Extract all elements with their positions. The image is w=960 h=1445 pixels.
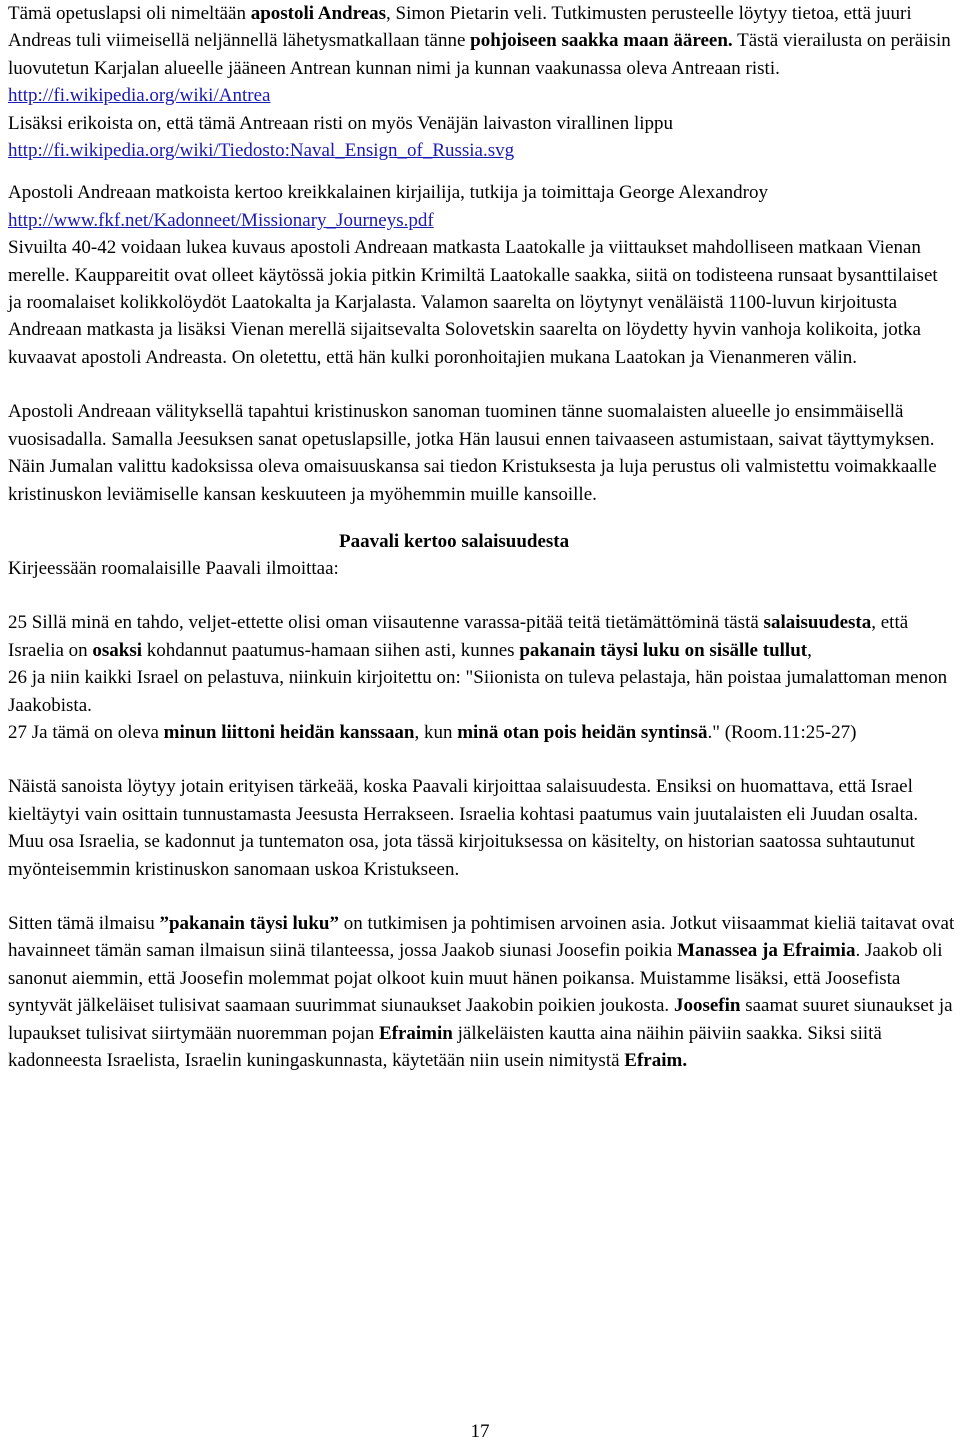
bold-run: minä otan pois heidän syntinsä	[457, 721, 708, 743]
text-run: , Simon Pietarin veli. Tutkimusten perusteelle löytyy tietoa, että juuri Andreas tuli viimeisellä neljännellä lähetysmatkallaan tänne	[8, 3, 912, 52]
text-run: kohdannut paatumus-hamaan siihen asti, kunnes	[142, 639, 520, 661]
bold-run: Manassea ja Efraimia	[677, 940, 856, 962]
paragraph-christianity: Apostoli Andreaan välityksellä tapahtui kristinuskon sanoman tuominen tänne suomalaisten alueelle jo ensimmäisellä vuosisadalla. Samalla Jeesuksen sanat opetuslapsille, jotka Hän lausui ennen taivaaseen astumistaan, saivat täyttymyksen. Näin Jumalan valittu kadoksissa oleva omaisuuskansa sai tiedon Kristuksesta ja luja perustus oli valmistettu voimakkaalle kristinuskon leviämiselle kansan keskuuteen ja myöhemmin muille kansoille.	[8, 401, 937, 505]
bold-run: apostoli Andreas	[250, 3, 387, 24]
bold-run: osaksi	[92, 639, 143, 661]
verse-27	[8, 719, 956, 746]
link-missionary-journeys-pdf[interactable]: http://www.fkf.net/Kadonneet/Missionary_Journeys.pdf	[8, 209, 434, 231]
text-run: 27 Ja tämä on oleva	[8, 721, 164, 743]
text-run: ,	[807, 639, 812, 661]
text-run: Sitten tämä ilmaisu	[8, 912, 160, 934]
bold-run: pohjoiseen saakka maan ääreen.	[470, 30, 733, 52]
bold-run: minun liittoni heidän kanssaan	[163, 721, 415, 743]
text-run: saamat suuret siunaukset ja lupaukset tulisivat siirtymään nuoremman pojan	[8, 995, 953, 1044]
paragraph-secret: Näistä sanoista löytyy jotain erityisen tärkeää, koska Paavali kirjoittaa salaisuudesta. Ensiksi on huomattava, että Israel kieltäytyi vain osittain tunnustamasta Jeesusta Herrakseen. Israelia kohtasi paatumus vain juutalaisten eli Juudan osalta. Muu osa Israelia, se kadonnut ja tuntematon osa, jota tässä kirjoituksessa on käsitelty, on historian saatossa suhtautunut myönteisemmin kristinuskon sanomaan uskoa Kristukseen.	[8, 776, 919, 880]
link-wikipedia-antrea[interactable]: http://fi.wikipedia.org/wiki/Antrea	[8, 85, 271, 107]
page-number: 17	[470, 1421, 490, 1442]
bold-run: Efraim.	[624, 1050, 688, 1071]
text-run: Tämä opetuslapsi oli nimeltään	[8, 3, 251, 24]
paragraph-journeys	[8, 179, 956, 371]
section-title: Paavali kertoo salaisuudesta	[339, 530, 570, 552]
text-run: Lisäksi erikoista on, että tämä Antreaan risti on myös Venäjän laivaston virallinen lippu	[8, 112, 674, 134]
text-run: . Jaakob oli sanonut aiemmin, että Joosefin molemmat pojat olkoot kuin muut hänen poikansa. Muistamme lisäksi, että Joosefista syntyvät jälkeläiset tulisivat saamaan suurimmat siunaukset Jaakobin poikien joukosta.	[8, 940, 943, 1017]
text-run: Tästä vierailusta on peräisin luovutetun Karjalan alueelle jääneen Antrean kunnan nimi ja kunnan vaakunassa oleva Antreaan risti.	[8, 30, 951, 79]
text-run: , kun	[414, 721, 458, 743]
bold-run: salaisuudesta	[763, 612, 872, 634]
paragraph-efraim	[8, 910, 956, 1074]
bold-run: Joosefin	[673, 995, 741, 1017]
bold-run: pakanain täysi luku on sisälle tullut	[519, 639, 808, 661]
text-run: ." (Room.11:25-27)	[707, 721, 857, 743]
link-wikipedia-naval-ensign[interactable]: http://fi.wikipedia.org/wiki/Tiedosto:Naval_Ensign_of_Russia.svg	[8, 140, 515, 162]
text-run: on tutkimisen ja pohtimisen arvoinen asia. Jotkut viisaammat kieliä taitavat ovat havainneet tämän saman ilmaisun siinä tilanteessa, jossa Jaakob siunasi Joosefin poikia	[8, 912, 955, 962]
text-run: jälkeläisten kautta aina näihin päiviin saakka. Siksi siitä kadonneesta Israelista, Israelin kuningaskunnasta, käytetään niin usein nimitystä	[8, 1022, 882, 1071]
document-page	[8, 0, 956, 1074]
text-run: Sivuilta 40-42 voidaan lukea kuvaus apostoli Andreaan matkasta Laatokalle ja viittaukset mahdolliseen matkaan Vienan merelle. Kauppareitit ovat olleet käytössä jokia pitkin Krimiltä Laatokalle saakka, siitä on todisteena runsaat bysanttilaiset ja roomalaiset kolikkolöydöt Laatokalta ja Karjalasta. Valamon saarelta on löytynyt venäläistä 1100-luvun kirjoitusta Andreaan matkasta ja lisäksi Vienan merellä sijaitsevalta Solovetskin saarelta on löydetty hyvin vanhoja kolikoita, jotka kuvaavat apostoli Andreasta. On oletettu, että hän kulki poronhoitajien mukana Laatokan ja Vienanmeren välin.	[8, 237, 938, 368]
bold-run: ”pakanain täysi luku”	[159, 912, 339, 934]
paragraph-andreas	[8, 0, 956, 164]
paragraph-intro: Kirjeessään roomalaisille Paavali ilmoittaa:	[8, 557, 339, 579]
text-run: Apostoli Andreaan matkoista kertoo kreikkalainen kirjailija, tutkija ja toimittaja George Alexandroy	[8, 182, 768, 204]
bold-run: Efraimin	[378, 1022, 453, 1044]
section-title-row	[8, 528, 956, 555]
verse-26: 26 ja niin kaikki Israel on pelastuva, niinkuin kirjoitettu on: "Siionista on tuleva pelastaja, hän poistaa jumalattoman menon Jaakobista.	[8, 667, 948, 716]
verse-25	[8, 609, 956, 664]
text-run: , että Israelia on	[8, 612, 909, 661]
text-run: 25 Sillä minä en tahdo, veljet-ettette olisi oman viisautenne varassa-pitää teitä tietämättöminä tästä	[8, 612, 764, 634]
